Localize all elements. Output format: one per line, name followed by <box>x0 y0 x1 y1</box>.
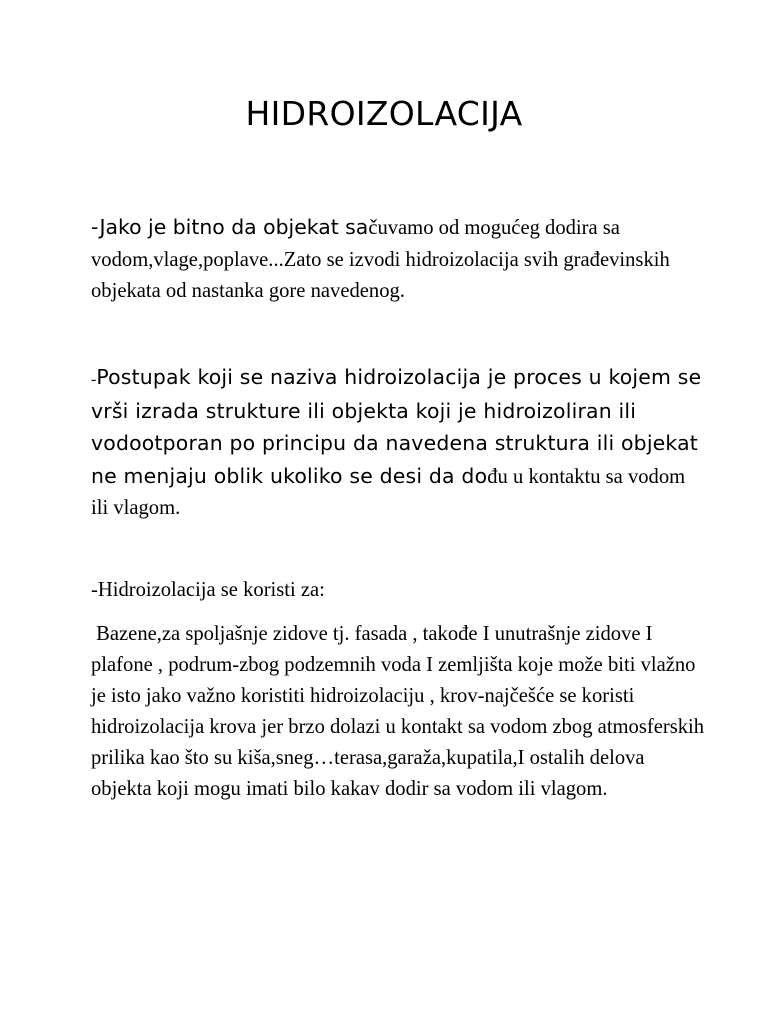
document-title: HIDROIZOLACIJA <box>245 94 523 133</box>
paragraph-definition <box>91 362 706 525</box>
paragraph-definition-lead: Postupak koji se naziva hidroizolacija je proces u kojem se vrši izrada strukture ili objekta koji je hidroizoliran ili vodootporan po principu da navedena struktura ili objekat ne menjaju oblik ukoliko se desi da do <box>91 365 702 488</box>
paragraph-importance-body: čuvamo od mogućeg dodira sa vodom,vlage,poplave...Zato se izvodi hidroizolacija svih građevinskih objekata od nastanka gore navedenog. <box>91 217 670 302</box>
paragraph-importance <box>91 212 706 308</box>
paragraph-uses-list: Bazene,za spoljašnje zidove tj. fasada , takođe I unutrašnje zidove I plafone , podrum-zbog podzemnih voda I zemljišta koje može biti vlažno je isto jako važno koristiti hidroizolaciju , krov-najčešće se koristi hidroizolacija krova jer brzo dolazi u kontakt sa vodom zbog atmosferskih prilika kao što su kiša,sneg…terasa,garaža,kupatila,I ostalih delova objekta koji mogu imati bilo kakav dodir sa vodom ili vlagom. <box>91 623 710 800</box>
paragraph-definition-body: đu u kontaktu sa vodom ili vlagom. <box>91 465 686 519</box>
paragraph-importance-lead: -Jako je bitno da objekat sa <box>91 215 369 239</box>
paragraph-definition-dash: - <box>91 371 97 388</box>
paragraph-uses-heading: -Hidroizolacija se koristi za: <box>91 579 325 601</box>
